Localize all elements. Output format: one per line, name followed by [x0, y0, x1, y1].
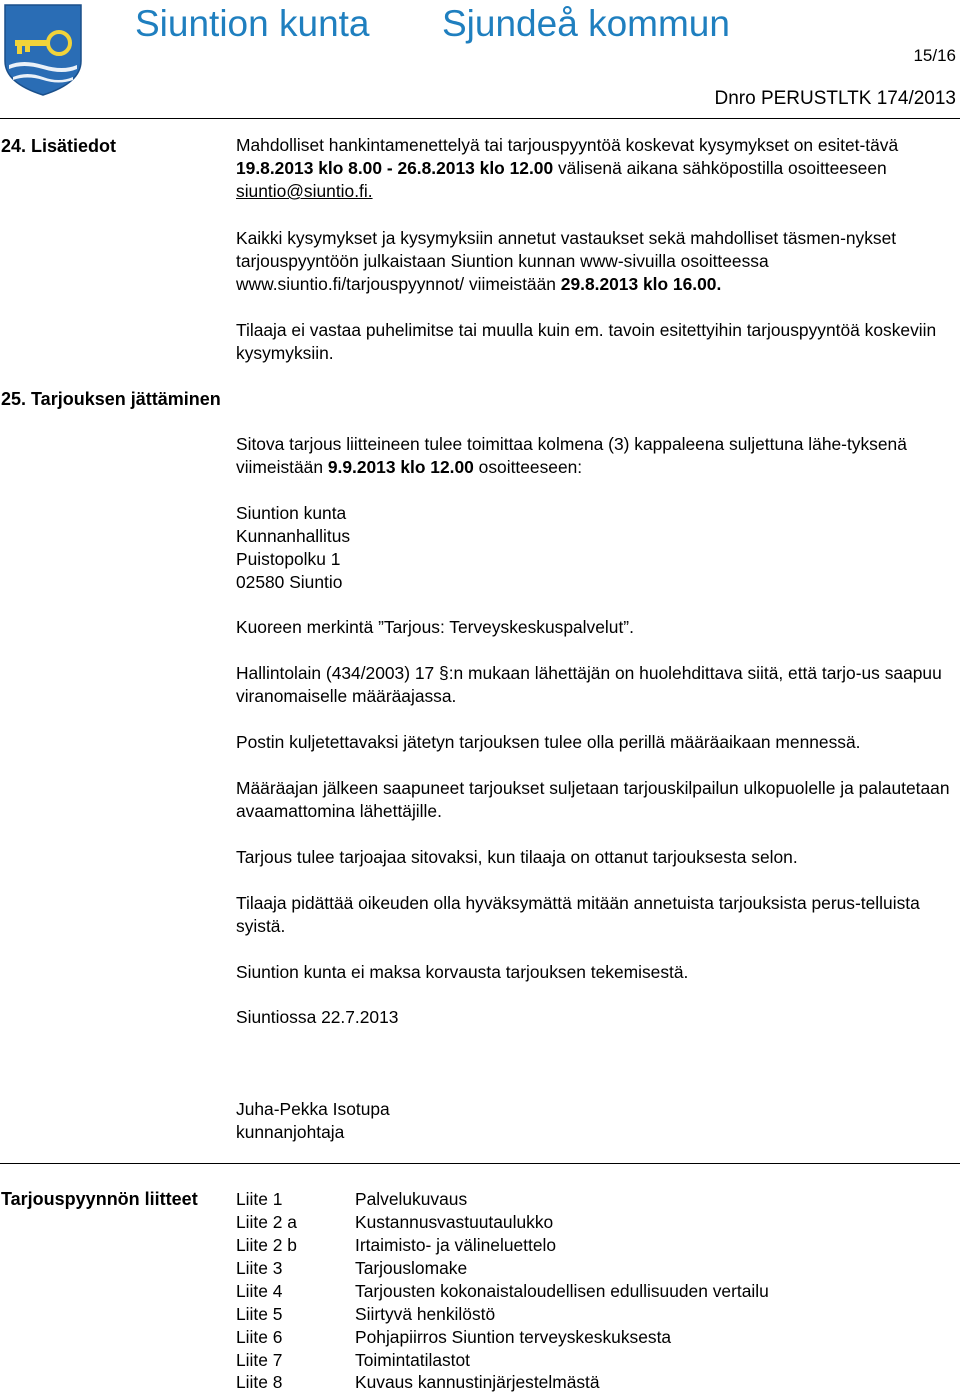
signature-block	[236, 1098, 956, 1144]
text: osoitteeseen:	[473, 457, 583, 477]
section-24-title: 24. Lisätiedot	[1, 136, 117, 156]
text: Mahdolliset hankintamenettelyä tai tarjouspyyntöä koskevat kysymykset on esitet-tävä	[236, 135, 899, 155]
document-number: Dnro PERUSTLTK 174/2013	[714, 88, 956, 109]
paragraph-submission	[236, 433, 956, 479]
header-divider	[0, 118, 960, 119]
paragraph-no-compensation: Siuntion kunta ei maksa korvausta tarjouksen tekemisestä.	[236, 962, 689, 982]
attachment-description: Siirtyvä henkilöstö	[355, 1304, 496, 1324]
attachment-description: Pohjapiirros Siuntion terveyskeskuksesta	[355, 1327, 672, 1347]
paragraph-administrative-law: Hallintolain (434/2003) 17 §:n mukaan lähettäjän on huolehdittava siitä, että tarjo-us saapuu viranomaiselle määräajassa.	[236, 663, 942, 706]
section-25-title: 25. Tarjouksen jättäminen	[1, 389, 221, 409]
attachment-id: Liite 8	[236, 1372, 283, 1392]
paragraph-no-phone: Tilaaja ei vastaa puhelimitse tai muulla kuin em. tavoin esitettyihin tarjouspyyntöä koskeviin kysymyksiin.	[236, 320, 937, 363]
attachment-id: Liite 2 a	[236, 1212, 297, 1232]
paragraph-answers	[236, 227, 956, 296]
attachment-id: Liite 3	[236, 1258, 283, 1278]
paragraph-questions	[236, 134, 956, 203]
paragraph-postal-delivery: Postin kuljetettavaksi jätetyn tarjouksen tulee olla perillä määräaikaan mennessä.	[236, 732, 861, 752]
deadline-text: 29.8.2013 klo 16.00.	[560, 274, 722, 294]
attachment-description: Irtaimisto- ja välineluettelo	[355, 1235, 557, 1255]
paragraph-right-to-reject: Tilaaja pidättää oikeuden olla hyväksymättä mitään annetuista tarjouksista perus-telluista syistä.	[236, 893, 920, 936]
email-link[interactable]: siuntio@siuntio.fi.	[236, 181, 373, 201]
signer-name: Juha-Pekka Isotupa	[236, 1099, 390, 1119]
text: välisenä aikana sähköpostilla osoitteeseen	[553, 158, 887, 178]
attachment-description: Tarjouslomake	[355, 1258, 468, 1278]
attachments-divider	[0, 1163, 960, 1164]
address-block	[236, 502, 956, 594]
address-line: Kunnanhallitus	[236, 526, 351, 546]
page-number: 15/16	[913, 46, 956, 65]
attachment-id: Liite 6	[236, 1327, 283, 1347]
coat-of-arms-logo	[3, 3, 83, 97]
attachment-id: Liite 2 b	[236, 1235, 297, 1255]
municipality-name-sv: Sjundeå kommun	[442, 3, 730, 44]
address-line: Siuntion kunta	[236, 503, 347, 523]
deadline-text: 19.8.2013 klo 8.00 - 26.8.2013 klo 12.00	[236, 158, 554, 178]
paragraph-late-bids: Määräajan jälkeen saapuneet tarjoukset suljetaan tarjouskilpailun ulkopuolelle ja palautetaan avaamattomina lähettäjille.	[236, 778, 950, 821]
signer-title: kunnanjohtaja	[236, 1122, 345, 1142]
deadline-text: 9.9.2013 klo 12.00	[327, 457, 474, 477]
paragraph-envelope-marking: Kuoreen merkintä ”Tarjous: Terveyskeskuspalvelut”.	[236, 617, 634, 637]
address-line: 02580 Siuntio	[236, 572, 343, 592]
paragraph-binding: Tarjous tulee tarjoajaa sitovaksi, kun tilaaja on ottanut tarjouksesta selon.	[236, 847, 798, 867]
attachment-description: Palvelukuvaus	[355, 1189, 468, 1209]
attachment-id: Liite 1	[236, 1189, 283, 1209]
municipality-name-fi: Siuntion kunta	[135, 3, 370, 44]
date-place: Siuntiossa 22.7.2013	[236, 1007, 399, 1027]
attachment-description: Tarjousten kokonaistaloudellisen edullisuuden vertailu	[355, 1281, 769, 1301]
attachment-description: Kuvaus kannustinjärjestelmästä	[355, 1372, 600, 1392]
attachment-id: Liite 4	[236, 1281, 283, 1301]
text: Sitova tarjous liitteineen tulee toimittaa kolmena (3) kappaleena suljettuna lähe-tyksenä viimeistään	[236, 434, 907, 477]
text: Kaikki kysymykset ja kysymyksiin annetut vastaukset sekä mahdolliset täsmen-nykset tarjouspyyntöön julkaistaan Siuntion kunnan www-sivuilla osoitteessa www.siuntio.fi/tarjouspyynnot/ viimeistään	[236, 228, 897, 294]
attachments-title: Tarjouspyynnön liitteet	[1, 1189, 198, 1209]
address-line: Puistopolku 1	[236, 549, 341, 569]
attachment-id: Liite 5	[236, 1304, 283, 1324]
attachment-id: Liite 7	[236, 1350, 283, 1370]
attachment-description: Toimintatilastot	[355, 1350, 471, 1370]
attachment-description: Kustannusvastuutaulukko	[355, 1212, 554, 1232]
